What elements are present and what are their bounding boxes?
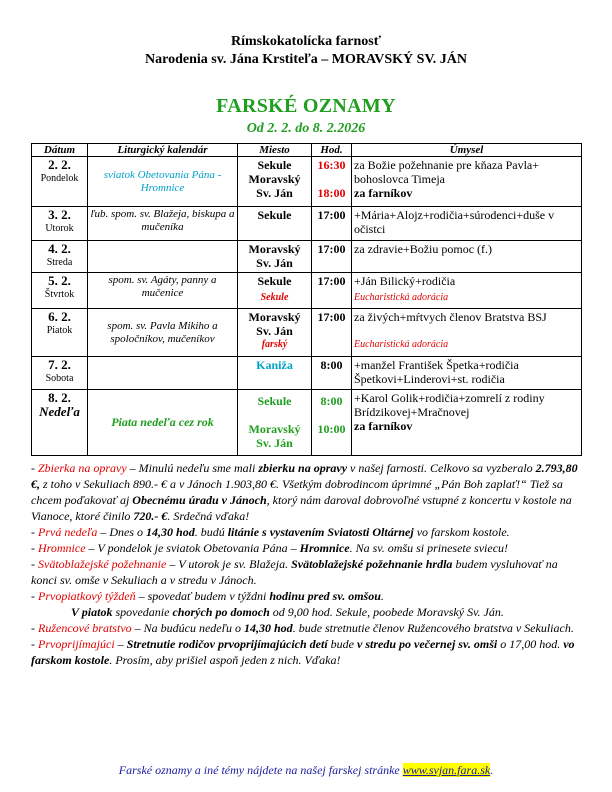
intention-1: +Karol Golik+rodičia+zomrelí z rodiny Brídzikovej+Mračnovej [354, 391, 545, 419]
row-day: Štvrtok [44, 289, 75, 300]
note-text: . [380, 589, 384, 603]
note-text: – Minulú nedeľu sme mali [126, 461, 259, 475]
note-label: Hromnice [38, 541, 86, 555]
intention-text: za živých+mŕtvych členov Bratstva BSJ [354, 310, 547, 324]
place-name: Moravský Sv. Ján [248, 310, 301, 338]
note-bold: zbierku na opravy [258, 461, 348, 475]
date-range: Od 2. 2. do 8. 2.2026 [246, 121, 366, 136]
row-day: Utorok [45, 223, 74, 234]
date-cell [32, 390, 88, 456]
table-row [32, 357, 582, 390]
adoration-note: Eucharistická adorácia [354, 339, 449, 350]
row-date: 6. 2. [48, 309, 71, 324]
time-cell: 17:00 [312, 273, 352, 309]
liturgical-cell [88, 357, 238, 390]
note-bold: 2.793,80 €, [31, 461, 578, 491]
row-date: 8. 2. [48, 390, 71, 405]
row-date: 5. 2. [48, 273, 71, 288]
time-cell [312, 390, 352, 456]
time-2: 10:00 [317, 422, 346, 436]
note-text: budem vysluhovať na konci sv. omše v Sekuliach a v stredu v Jánoch. [31, 557, 558, 587]
table-row [32, 241, 582, 273]
note-text: – spovedať budem v týždni [135, 589, 270, 603]
note-bold: vo farskom kostole [31, 637, 575, 667]
place-1: Sekule [257, 394, 292, 408]
column-header: Úmysel [352, 144, 582, 157]
table-row [32, 207, 582, 241]
note-bold: 14,30 hod [244, 621, 293, 635]
note-label: Ružencové bratstvo [38, 621, 132, 635]
page-title: FARSKÉ OZNAMY [216, 95, 396, 117]
website-link[interactable]: www.svjan.fara.sk [402, 763, 491, 777]
schedule-table [31, 143, 582, 456]
note-bold: hodinu pred sv. omšou [269, 589, 381, 603]
note-bold: Obecnému úradu v Jánoch [132, 493, 267, 507]
time-cell: 17:00 [312, 309, 352, 357]
note-text: od 9,00 hod. Sekule, poobede Moravský Sv. Ján. [269, 605, 504, 619]
note-bold: 14,30 hod [146, 525, 195, 539]
intention-cell: za zdravie+Božiu pomoc (f.) [352, 241, 582, 273]
time-1: 16:30 [317, 158, 346, 172]
intention-cell: +manžel František Špetka+rodičia Špetkovi+Linderovi+st. rodičia [352, 357, 582, 390]
intention-cell [352, 309, 582, 357]
row-day: Sobota [45, 373, 74, 384]
table-row [32, 309, 582, 357]
note-text: o 17,00 hod. [497, 637, 564, 651]
note-text: . Na sv. omšu si prinesete sviecu! [349, 541, 509, 555]
note-text: . Prosím, aby prišiel aspoň jeden z nich. Vďaka! [109, 653, 341, 667]
table-row [32, 273, 582, 309]
note-text: spovedanie [112, 605, 173, 619]
note-bold: litánie s vystavením Sviatosti Oltárnej [227, 525, 414, 539]
date-cell [32, 309, 88, 357]
intention-cell [352, 273, 582, 309]
place-2: Moravský Sv. Ján [248, 172, 301, 200]
time-cell [312, 157, 352, 207]
place-name: Sekule [257, 274, 292, 288]
place-cell: Sekule [238, 207, 312, 241]
row-date: 7. 2. [48, 357, 71, 372]
note-text: – V pondelok je sviatok Obetovania Pána – [85, 541, 300, 555]
parish-name: Rímskokatolícka farnosť [230, 34, 382, 49]
note-label: Prvá nedeľa [38, 525, 98, 539]
adoration-note: Eucharistická adorácia [354, 292, 449, 303]
row-date: 2. 2. [48, 157, 71, 172]
time-cell: 17:00 [312, 207, 352, 241]
intention-2: za farníkov [354, 186, 413, 200]
column-header: Dátum [32, 144, 88, 157]
table-header-row [32, 144, 582, 157]
note-label: Prvopiatkový týždeň [38, 589, 136, 603]
note-candlemas: - Hromnice – V pondelok je sviatok Obetovania Pána – Hromnice. Na sv. omšu si prinesete sviecu! [31, 541, 509, 555]
row-day: Pondelok [40, 173, 79, 184]
row-date: 4. 2. [48, 241, 71, 256]
note-communicants: - Prvoprijímajúci – Stretnutie rodičov prvoprijímajúcich detí bude v stredu po večernej sv. omši o 17,00 hod. vo farskom kostole. Prosím, aby prišiel aspoň jeden z nich. Vďaka! [31, 637, 575, 667]
date-cell [32, 157, 88, 207]
date-cell [32, 207, 88, 241]
note-bold: Hromnice [299, 541, 350, 555]
parish-subtitle: Narodenia sv. Jána Krstiteľa – MORAVSKÝ SV. JÁN [145, 52, 467, 67]
note-rosary: - Ružencové bratstvo – Na budúcu nedeľu o 14,30 hod. bude stretnutie členov Ružencového bratstva v Sekuliach. [31, 621, 574, 635]
note-bold: v stredu po večernej sv. omši [357, 637, 498, 651]
liturgical-cell: spom. sv. Pavla Mikiho a spoločníkov, mučeníkov [88, 309, 238, 357]
note-label: Zbierka na opravy [38, 461, 127, 475]
note-first-sunday: - Prvá nedeľa – Dnes o 14,30 hod. budú litánie s vystavením Sviatosti Oltárnej vo farskom kostole. [31, 525, 510, 539]
announcements [31, 460, 581, 668]
place-note: farský [261, 339, 288, 350]
note-label: Prvoprijímajúci [38, 637, 115, 651]
place-cell [238, 273, 312, 309]
table-row [32, 390, 582, 456]
note-bold: Svätoblažejské požehnanie hrdla [291, 557, 453, 571]
liturgical-cell: Piata nedeľa cez rok [88, 390, 238, 456]
date-cell [32, 241, 88, 273]
note-bold: Stretnutie rodičov prvoprijímajúcich detí [126, 637, 328, 651]
liturgical-cell: spom. sv. Agáty, panny a mučenice [88, 273, 238, 309]
liturgical-cell: ľub. spom. sv. Blažeja, biskupa a mučeníka [88, 207, 238, 241]
time-cell: 17:00 [312, 241, 352, 273]
note-text: . budú [194, 525, 228, 539]
note-label: Svätoblažejské požehnanie [38, 557, 167, 571]
note-blessing: - Svätoblažejské požehnanie – V utorok je sv. Blažeja. Svätoblažejské požehnanie hrdla budem vysluhovať na konci sv. omše v Sekuliach a v stredu v Jánoch. [31, 557, 558, 587]
place-cell [238, 309, 312, 357]
row-day: Streda [46, 257, 73, 268]
place-cell: Moravský Sv. Ján [238, 241, 312, 273]
intention-text: +Ján Bilický+rodičia [354, 274, 456, 288]
note-text: v našej farnosti. Celkovo sa vyzberalo [347, 461, 536, 475]
place-cell [238, 157, 312, 207]
footer [0, 763, 612, 778]
intention-1: za Božie požehnanie pre kňaza Pavla+ bohoslovca Timeja [354, 158, 540, 186]
time-cell: 8:00 [312, 357, 352, 390]
note-bold: V piatok [71, 605, 113, 619]
place-cell [238, 390, 312, 456]
note-bold: 720.- € [133, 509, 168, 523]
intention-cell [352, 157, 582, 207]
column-header: Miesto [238, 144, 312, 157]
footer-end: . [490, 763, 494, 777]
note-text: . Srdečná vďaka! [167, 509, 250, 523]
place-note: Sekule [260, 292, 289, 303]
place-2: Moravský Sv. Ján [248, 422, 301, 450]
note-text: . bude stretnutie členov Ružencového bratstva v Sekuliach. [292, 621, 574, 635]
note-bold: chorých po domoch [172, 605, 270, 619]
date-cell [32, 273, 88, 309]
note-collection: - Zbierka na opravy – Minulú nedeľu sme mali zbierku na opravy v našej farnosti. Celkovo sa vyzberalo 2.793,80 €, z toho v Sekuliach 890.- € a v Jánoch 1.903,80 €. Všetkým dobrodincom úprimné „Pán Boh zaplať!“ Tiež sa chcem poďakovať aj Obecnému úradu v Jánoch, ktorý nám daroval dobrovoľné vstupné z koncertu v kostole na Vianoce, ktoré činilo 720.- €. Srdečná vďaka! [31, 461, 578, 523]
row-day: Nedeľa [39, 404, 80, 419]
intention-cell [352, 390, 582, 456]
note-text: – Dnes o [97, 525, 147, 539]
row-date: 3. 2. [48, 207, 71, 222]
note-text: z toho v Sekuliach 890.- € a v Jánoch 1.903,80 €. Všetkým dobrodincom úprimné „Pán Boh zaplať!“ Tiež sa chcem poďakovať aj [31, 477, 563, 507]
row-day: Piatok [46, 325, 73, 336]
date-cell [32, 357, 88, 390]
note-text: , ktorý nám daroval dobrovoľné vstupné z koncertu v kostole na Vianoce, ktoré činilo [31, 493, 572, 523]
intention-cell: +Mária+Alojz+rodičia+súrodenci+duše v očistci [352, 207, 582, 241]
time-2: 18:00 [317, 186, 346, 200]
column-header: Liturgický kalendár [88, 144, 238, 157]
liturgical-cell: sviatok Obetovania Pána - Hromnice [88, 157, 238, 207]
intention-2: za farníkov [354, 419, 413, 433]
table-row [32, 157, 582, 207]
note-text: – [114, 637, 127, 651]
column-header: Hod. [312, 144, 352, 157]
footer-text: Farské oznamy a iné témy nájdete na našej farskej stránke [118, 763, 403, 777]
note-text: – V utorok je sv. Blažeja. [166, 557, 292, 571]
note-first-friday: - Prvopiatkový týždeň – spovedať budem v týždni hodinu pred sv. omšou. V piatok spovedanie chorých po domoch od 9,00 hod. Sekule, poobede Moravský Sv. Ján. [31, 589, 504, 619]
place-cell: Kaniža [238, 357, 312, 390]
note-text: – Na budúcu nedeľu o [131, 621, 244, 635]
place-1: Sekule [257, 158, 292, 172]
note-text: vo farskom kostole. [413, 525, 510, 539]
time-1: 8:00 [320, 394, 343, 408]
note-text: bude [327, 637, 357, 651]
liturgical-cell [88, 241, 238, 273]
